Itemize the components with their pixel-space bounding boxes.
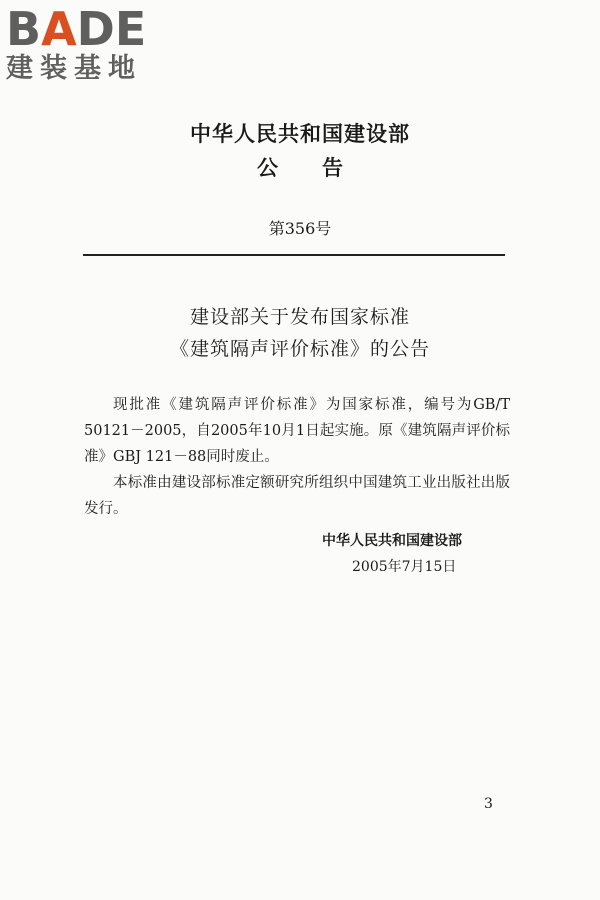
signature-organization: 中华人民共和国建设部 [322, 533, 462, 549]
body-paragraph: 本标准由建设部标准定额研究所组织中国建筑工业出版社出版发行。 [84, 475, 510, 517]
announcement-body [84, 392, 510, 522]
announcement-title-line2: 《建筑隔声评价标准》的公告 [169, 338, 430, 360]
page-number: 3 [484, 796, 493, 812]
logo-mark: BADE [6, 2, 147, 56]
bade-logo [6, 4, 176, 84]
logo-subtitle: 建装基地 [6, 53, 142, 84]
ministry-heading: 中华人民共和国建设部 [190, 122, 410, 146]
notice-heading: 公告 [257, 156, 387, 180]
signature-date: 2005年7月15日 [352, 559, 457, 575]
body-paragraph: 现批准《建筑隔声评价标准》为国家标准，编号为GB/T 50121－2005，自2005年10月1日起实施。原《建筑隔声评价标准》GBJ 121－88同时废止。 [84, 397, 510, 465]
announcement-title-line1: 建设部关于发布国家标准 [189, 306, 410, 328]
notice-number: 第356号 [268, 219, 332, 238]
divider-rule [83, 254, 505, 256]
